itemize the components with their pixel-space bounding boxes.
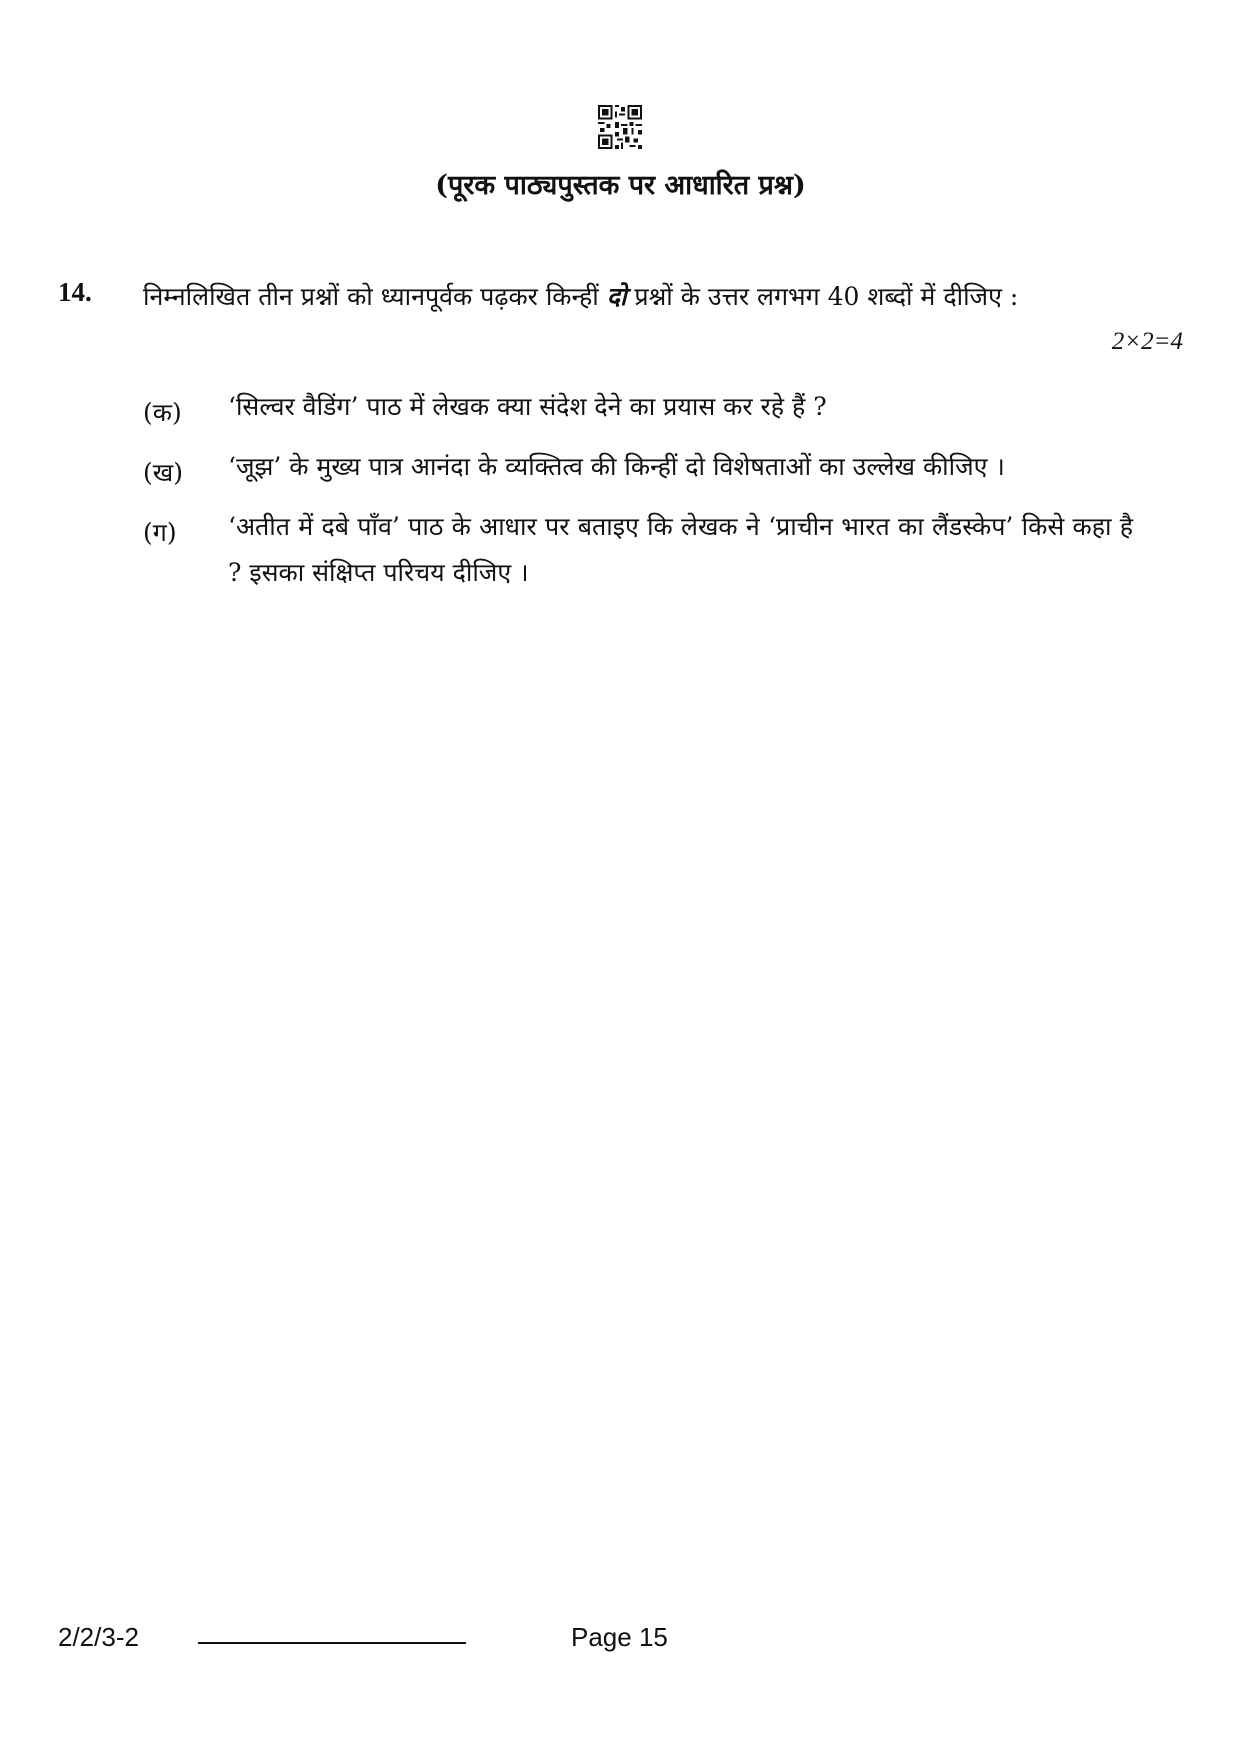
part-text-ka: ‘सिल्वर वैडिंग’ पाठ में लेखक क्या संदेश देने का प्रयास कर रहे हैं ? <box>228 392 827 421</box>
question-text <box>143 272 1123 322</box>
part-label-ga: (ग) <box>143 518 177 547</box>
question-number: 14. <box>58 277 92 307</box>
part-label-kha: (ख) <box>143 458 183 487</box>
question-text-emphasis: दो <box>606 282 627 311</box>
footer-divider <box>198 1642 466 1644</box>
question-text-start: निम्नलिखित तीन प्रश्नों को ध्यानपूर्वक पढ़कर किन्हीं <box>143 282 607 311</box>
paper-code: 2/2/3-2 <box>58 1622 139 1652</box>
part-label-ka: (क) <box>143 398 182 427</box>
part-text-ga: ‘अतीत में दबे पाँव’ पाठ के आधार पर बताइए कि लेखक ने ‘प्राचीन भारत का लैंडस्केप’ किसे कहा है ? इसका संक्षिप्त परिचय दीजिए । <box>228 512 1133 587</box>
qr-code-icon <box>598 105 642 149</box>
section-title: (पूरक पाठ्यपुस्तक पर आधारित प्रश्न) <box>435 170 806 201</box>
question-marks: 2×2=4 <box>1111 328 1183 355</box>
question-text-end: प्रश्नों के उत्तर लगभग 40 शब्दों में दीजिए : <box>626 282 1019 311</box>
page-number: Page 15 <box>571 1622 668 1652</box>
part-text-kha: ‘जूझ’ के मुख्य पात्र आनंदा के व्यक्तित्व की किन्हीं दो विशेषताओं का उल्लेख कीजिए । <box>228 452 1005 481</box>
